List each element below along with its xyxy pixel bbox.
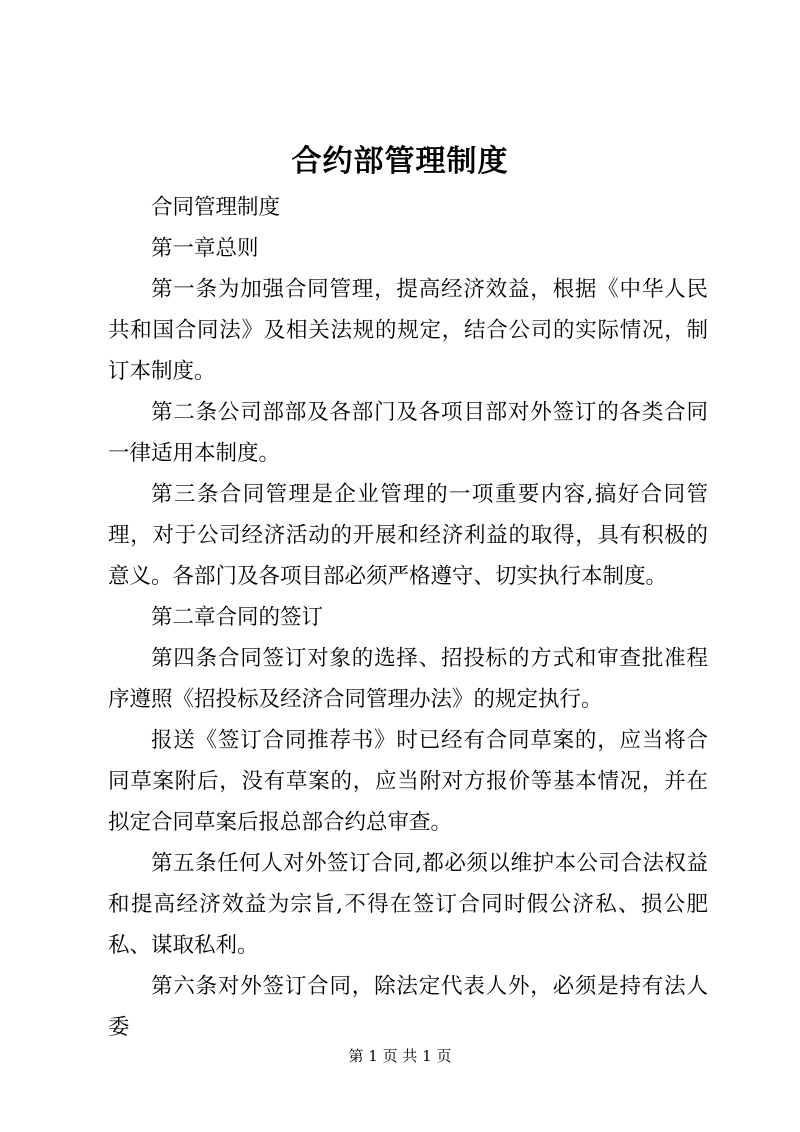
document-title: 合约部管理制度 (291, 144, 509, 179)
paragraph: 第三条合同管理是企业管理的一项重要内容,搞好合同管理，对于公司经济活动的开展和经济利益的取得，具有积极的意义。各部门及各项目部必须严格遵守、切实执行本制度。 (108, 482, 708, 589)
paragraph: 合同管理制度 (151, 195, 281, 220)
paragraph: 第二条公司部部及各部门及各项目部对外签订的各类合同一律适用本制度。 (108, 400, 708, 466)
paragraph: 报送《签订合同推荐书》时已经有合同草案的，应当将合同草案附后，没有草案的，应当附对方报价等基本情况，并在拟定合同草案后报总部合约总审查。 (108, 728, 708, 835)
paragraph: 第一章总则 (151, 236, 259, 261)
page-footer: 第 1 页 共 1 页 (348, 1047, 452, 1065)
document-body (108, 187, 708, 1048)
paragraph: 第六条对外签订合同，除法定代表人外，必须是持有法人委 (108, 974, 708, 1040)
paragraph: 第五条任何人对外签订合同,都必须以维护本公司合法权益和提高经济效益为宗旨,不得在签订合同时假公济私、损公肥私、谋取私利。 (108, 851, 708, 958)
paragraph: 第二章合同的签订 (151, 605, 324, 630)
paragraph: 第四条合同签订对象的选择、招投标的方式和审查批准程序遵照《招投标及经济合同管理办法》的规定执行。 (108, 646, 708, 712)
paragraph: 第一条为加强合同管理，提高经济效益，根据《中华人民共和国合同法》及相关法规的规定，结合公司的实际情况，制订本制度。 (108, 277, 708, 384)
